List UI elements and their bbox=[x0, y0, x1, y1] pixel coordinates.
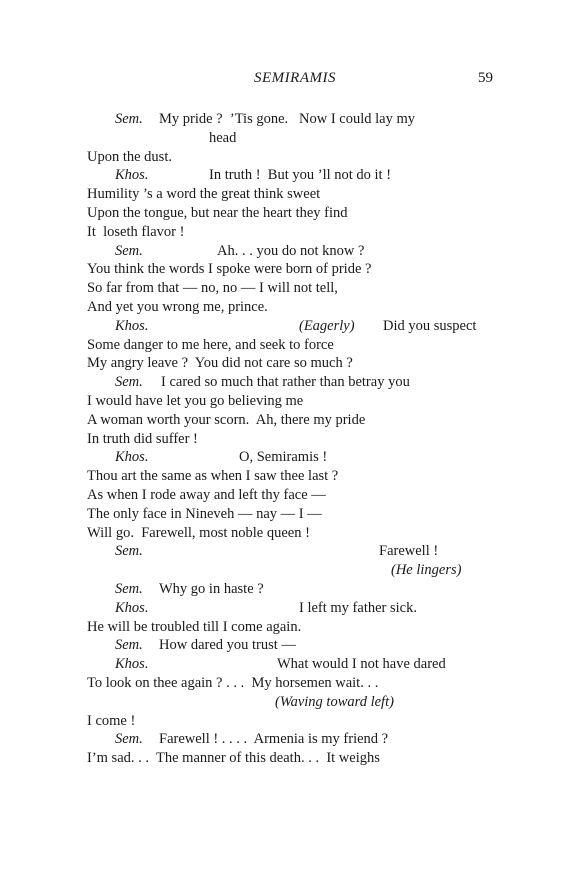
verse-text: How dared you trust — bbox=[159, 637, 296, 654]
verse-text: As when I rode away and left thy face — bbox=[87, 486, 326, 503]
verse-text: Did you suspect bbox=[383, 317, 477, 334]
verse-text: To look on thee again ? . . . My horsemen wait. . . bbox=[87, 674, 379, 691]
verse-text: My angry leave ? You did not care so much ? bbox=[87, 355, 353, 372]
verse-line bbox=[87, 298, 507, 317]
speaker-name: Sem. bbox=[115, 111, 143, 127]
verse-text: So far from that — no, no — I will not tell, bbox=[87, 280, 338, 297]
verse-line bbox=[87, 148, 507, 167]
verse-text: Upon the dust. bbox=[87, 148, 172, 165]
verse-text: Farewell ! bbox=[379, 543, 439, 560]
speaker-name: Sem. bbox=[115, 543, 143, 560]
verse-line bbox=[87, 618, 507, 637]
speaker-name: Khos. bbox=[115, 656, 149, 673]
play-text bbox=[87, 110, 507, 768]
verse-text: Thou art the same as when I saw thee last ? bbox=[87, 468, 339, 485]
verse-text: The only face in Nineveh — nay — I — bbox=[87, 505, 322, 522]
verse-line bbox=[87, 749, 507, 768]
verse-text: Humility ’s a word the great think sweet bbox=[87, 186, 321, 203]
verse-text: I left my father sick. bbox=[299, 599, 417, 616]
verse-text: Why go in haste ? bbox=[159, 580, 264, 597]
page-number: 59 bbox=[478, 70, 493, 86]
verse-line bbox=[87, 655, 507, 674]
verse-line bbox=[87, 185, 507, 204]
speaker-name: Khos. bbox=[115, 167, 149, 184]
verse-text: He will be troubled till I come again. bbox=[87, 618, 302, 635]
speaker-name: Sem. bbox=[115, 580, 143, 597]
speaker-name: Khos. bbox=[115, 317, 149, 334]
verse-line bbox=[87, 448, 507, 467]
verse-line bbox=[87, 505, 507, 524]
verse-line bbox=[87, 279, 507, 298]
verse-line bbox=[87, 411, 507, 430]
verse-text: In truth ! But you ’ll not do it ! bbox=[209, 167, 392, 184]
verse-line bbox=[87, 486, 507, 505]
verse-text: A woman worth your scorn. Ah, there my pride bbox=[87, 411, 366, 428]
speaker-name: Sem. bbox=[115, 731, 143, 748]
stage-direction: (He lingers) bbox=[391, 562, 462, 579]
verse-line bbox=[87, 354, 507, 373]
verse-text: head bbox=[209, 129, 237, 146]
verse-line bbox=[87, 542, 507, 561]
verse-line bbox=[87, 693, 507, 712]
verse-text: Will go. Farewell, most noble queen ! bbox=[87, 524, 310, 541]
verse-text: I come ! bbox=[87, 712, 136, 729]
verse-line bbox=[87, 166, 507, 185]
verse-text: Ah. . . you do not know ? bbox=[217, 242, 365, 259]
speaker-name: Khos. bbox=[115, 449, 149, 466]
verse-line bbox=[87, 580, 507, 599]
verse-text: And yet you wrong me, prince. bbox=[87, 298, 268, 315]
verse-line bbox=[87, 373, 507, 392]
verse-line bbox=[87, 336, 507, 355]
verse-text: It loseth flavor ! bbox=[87, 223, 185, 240]
verse-text: My pride ? ’Tis gone. Now I could lay my bbox=[159, 111, 416, 127]
verse-line bbox=[87, 467, 507, 486]
verse-line bbox=[87, 260, 507, 279]
verse-text: Farewell ! . . . . Armenia is my friend ? bbox=[159, 731, 389, 748]
verse-text: Upon the tongue, but near the heart they find bbox=[87, 204, 348, 221]
verse-text: I’m sad. . . The manner of this death. . . It weighs bbox=[87, 750, 380, 767]
stage-direction: (Waving toward left) bbox=[275, 693, 394, 710]
verse-line bbox=[87, 561, 507, 580]
stage-direction: (Eagerly) bbox=[299, 317, 355, 334]
speaker-name: Sem. bbox=[115, 242, 143, 259]
verse-line bbox=[87, 712, 507, 731]
verse-line bbox=[87, 129, 507, 148]
verse-text: O, Semiramis ! bbox=[239, 449, 328, 466]
speaker-name: Sem. bbox=[115, 637, 143, 654]
verse-line bbox=[87, 242, 507, 261]
speaker-name: Khos. bbox=[115, 599, 149, 616]
verse-line bbox=[87, 674, 507, 693]
verse-line bbox=[87, 599, 507, 618]
verse-line bbox=[87, 223, 507, 242]
verse-text: I would have let you go believing me bbox=[87, 392, 304, 409]
verse-text: Some danger to me here, and seek to force bbox=[87, 336, 334, 353]
running-head: SEMIRAMIS bbox=[254, 70, 336, 86]
verse-text: I cared so much that rather than betray you bbox=[161, 374, 410, 391]
verse-text: What would I not have dared bbox=[277, 656, 446, 673]
verse-line bbox=[87, 204, 507, 223]
verse-line bbox=[87, 430, 507, 449]
verse-line bbox=[87, 636, 507, 655]
verse-line bbox=[87, 317, 507, 336]
verse-line bbox=[87, 392, 507, 411]
verse-text: You think the words I spoke were born of pride ? bbox=[87, 261, 372, 278]
speaker-name: Sem. bbox=[115, 374, 143, 391]
verse-line bbox=[87, 730, 507, 749]
verse-line bbox=[87, 524, 507, 543]
verse-line bbox=[87, 110, 507, 129]
verse-text: In truth did suffer ! bbox=[87, 430, 198, 447]
